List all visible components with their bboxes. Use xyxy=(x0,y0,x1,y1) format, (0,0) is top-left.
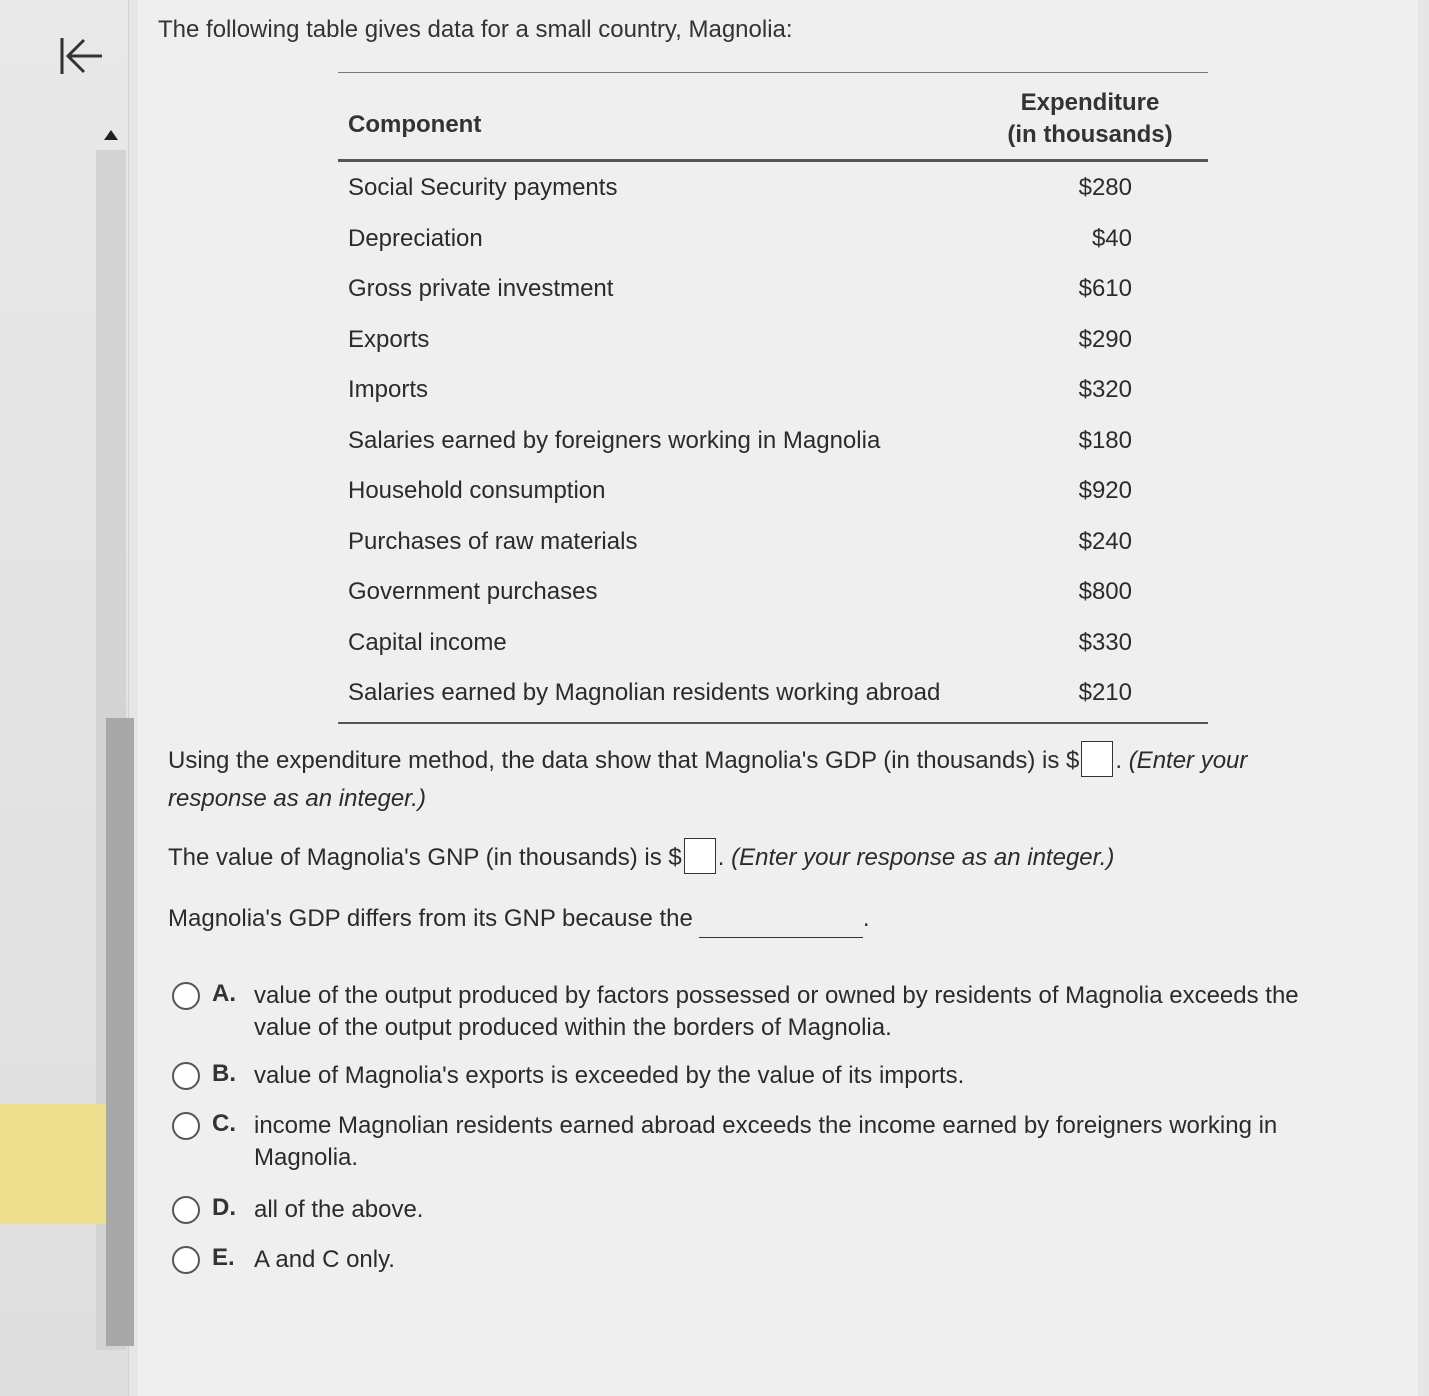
component-cell: Salaries earned by Magnolian residents working abroad xyxy=(348,679,941,706)
table-row xyxy=(338,415,1208,466)
component-cell: Exports xyxy=(348,325,430,353)
component-cell: Purchases of raw materials xyxy=(348,527,638,555)
gnp-answer-input[interactable] xyxy=(684,838,716,874)
component-cell: Salaries earned by foreigners working in Magnolia xyxy=(348,426,881,454)
option-c-text: income Magnolian residents earned abroad exceeds the income earned by foreigners working in Magnolia. xyxy=(254,1112,1278,1171)
difference-question-end: . xyxy=(862,905,870,932)
value-cell: $240 xyxy=(1078,527,1132,555)
table-row xyxy=(338,213,1208,264)
option-a-letter: A. xyxy=(212,980,236,1007)
data-table xyxy=(338,72,1208,724)
left-rail xyxy=(0,0,129,1396)
component-cell: Government purchases xyxy=(348,578,598,605)
component-cell: Social Security payments xyxy=(348,174,618,201)
table-row xyxy=(338,364,1208,415)
value-cell: $40 xyxy=(1091,224,1132,252)
radio-button-d[interactable] xyxy=(172,1196,200,1224)
option-e-text: A and C only. xyxy=(254,1246,395,1273)
component-cell: Depreciation xyxy=(348,224,483,252)
table-row xyxy=(338,617,1208,668)
value-cell: $330 xyxy=(1078,628,1132,656)
gdp-question xyxy=(168,742,1298,818)
scrollbar-thumb[interactable] xyxy=(106,718,134,1346)
radio-button-a[interactable] xyxy=(172,982,200,1010)
value-cell: $610 xyxy=(1078,275,1132,302)
option-b-letter: B. xyxy=(212,1060,236,1087)
table-row xyxy=(338,516,1208,567)
table-row xyxy=(338,314,1208,365)
component-cell: Capital income xyxy=(348,628,507,656)
component-cell: Household consumption xyxy=(348,477,606,504)
column-header-expenditure xyxy=(990,87,1190,151)
gdp-question-dot: . xyxy=(1115,747,1129,774)
gnp-question xyxy=(168,839,1114,877)
difference-question-text: Magnolia's GDP differs from its GNP because the xyxy=(168,905,693,932)
answer-blank xyxy=(699,911,863,938)
option-a-text: value of the output produced by factors possessed or owned by residents of Magnolia exceeds the value of the output produced within the borders of Magnolia. xyxy=(254,982,1299,1041)
gdp-gnp-difference-question xyxy=(168,900,870,938)
option-d-text: all of the above. xyxy=(254,1196,424,1223)
column-header-component: Component xyxy=(348,111,482,138)
component-cell: Imports xyxy=(348,376,429,403)
value-cell: $280 xyxy=(1078,174,1132,201)
highlight-strip xyxy=(0,1104,106,1224)
table-row xyxy=(338,566,1208,617)
radio-button-e[interactable] xyxy=(172,1246,200,1274)
table-row xyxy=(338,667,1208,718)
gnp-question-text: The value of Magnolia's GNP (in thousands) is $ xyxy=(168,844,682,871)
gdp-question-text: Using the expenditure method, the data show that Magnolia's GDP (in thousands) is $ xyxy=(168,747,1080,774)
option-e-letter: E. xyxy=(212,1244,235,1271)
value-cell: $320 xyxy=(1078,376,1132,403)
radio-button-b[interactable] xyxy=(172,1062,200,1090)
option-c-letter: C. xyxy=(212,1110,236,1137)
table-row xyxy=(338,465,1208,516)
triangle-up-icon[interactable] xyxy=(98,122,124,148)
table-header xyxy=(338,73,1208,162)
value-cell: $210 xyxy=(1078,679,1132,706)
radio-button-c[interactable] xyxy=(172,1112,200,1140)
value-cell: $800 xyxy=(1078,578,1132,605)
gdp-answer-input[interactable] xyxy=(1081,741,1113,777)
gnp-hint: (Enter your response as an integer.) xyxy=(731,844,1115,871)
table-bottom-rule xyxy=(338,722,1208,724)
table-body xyxy=(338,162,1208,718)
component-cell: Gross private investment xyxy=(348,275,614,302)
value-cell: $180 xyxy=(1078,426,1132,454)
collapse-left-icon[interactable] xyxy=(56,34,106,78)
value-cell: $290 xyxy=(1078,325,1132,353)
value-cell: $920 xyxy=(1078,477,1132,504)
gnp-question-dot: . xyxy=(717,844,732,871)
table-row xyxy=(338,263,1208,314)
question-panel xyxy=(138,0,1418,1396)
table-row xyxy=(338,162,1208,213)
option-b-text: value of Magnolia's exports is exceeded by the value of its imports. xyxy=(254,1062,965,1089)
gdp-hint: (Enter your response as an integer.) xyxy=(168,747,1248,812)
column-header-expenditure-line2: (in thousands) xyxy=(1007,121,1173,148)
column-header-expenditure-line1: Expenditure xyxy=(1020,89,1160,116)
intro-text: The following table gives data for a small country, Magnolia: xyxy=(158,16,793,43)
option-d-letter: D. xyxy=(212,1194,236,1221)
